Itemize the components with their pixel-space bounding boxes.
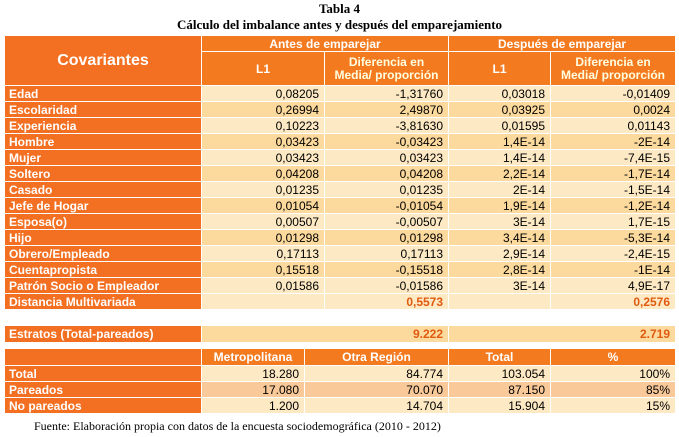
dif-despues-cell: -2,4E-15: [551, 246, 676, 262]
dif-despues-header: Diferencia en Media/ proporción: [551, 52, 676, 86]
dif-despues-cell: 4,9E-17: [551, 278, 676, 294]
estratos-label: Estratos (Total-pareados): [5, 326, 202, 343]
antes-header: Antes de emparejar: [202, 36, 449, 52]
summary-table: [4, 348, 675, 414]
l1-despues-cell: 0,03018: [449, 86, 551, 102]
dif-antes-header: Diferencia en Media/ proporción: [325, 52, 449, 86]
table-row: [5, 134, 676, 150]
table-row: [5, 278, 676, 294]
row-label: No pareados: [5, 398, 202, 414]
l1-despues-cell: 3,4E-14: [449, 230, 551, 246]
summary-cell: 100%: [551, 366, 676, 382]
dif-antes-cell: -0,15518: [325, 262, 449, 278]
dif-antes-cell: 0,04208: [325, 166, 449, 182]
distancia-row: [5, 294, 676, 310]
dif-antes-cell: -3,81630: [325, 118, 449, 134]
table-title: Cálculo del imbalance antes y después del emparejamiento: [176, 17, 503, 32]
l1-despues-cell: 1,4E-14: [449, 150, 551, 166]
summary-cell: 85%: [551, 382, 676, 398]
dif-antes-cell: 0,03423: [325, 150, 449, 166]
summary-cell: 15%: [551, 398, 676, 414]
dif-despues-cell: -5,3E-14: [551, 230, 676, 246]
dif-despues-cell: -2E-14: [551, 134, 676, 150]
summary-row: [5, 366, 676, 382]
l1-antes-cell: 0,00507: [202, 214, 325, 230]
l1-antes-cell: 0,04208: [202, 166, 325, 182]
dif-despues-cell: -1,7E-14: [551, 166, 676, 182]
table-row: [5, 246, 676, 262]
table-row: [5, 102, 676, 118]
row-label: Jefe de Hogar: [5, 198, 202, 214]
table-row: [5, 230, 676, 246]
main-table: [4, 35, 675, 310]
summary-cell: 1.200: [202, 398, 305, 414]
table-row: [5, 182, 676, 198]
l1-antes-cell: 0,01298: [202, 230, 325, 246]
dif-despues-cell: -1,5E-14: [551, 182, 676, 198]
row-label: Distancia Multivariada: [5, 294, 202, 310]
l1-antes-cell: 0,01586: [202, 278, 325, 294]
row-label: Pareados: [5, 382, 202, 398]
table-row: [5, 166, 676, 182]
row-label: Casado: [5, 182, 202, 198]
l1-antes-header: L1: [202, 52, 325, 86]
summary-cell: 87.150: [449, 382, 551, 398]
row-label: Mujer: [5, 150, 202, 166]
summary-cell: 15.904: [449, 398, 551, 414]
l1-antes-cell: 0,03423: [202, 134, 325, 150]
dif-antes-cell: 0,17113: [325, 246, 449, 262]
header-total: Total: [449, 349, 551, 366]
table-row: [5, 262, 676, 278]
l1-antes-cell: 0,01235: [202, 182, 325, 198]
row-label: Edad: [5, 86, 202, 102]
summary-cell: 14.704: [305, 398, 449, 414]
summary-cell: 84.774: [305, 366, 449, 382]
table-row: [5, 86, 676, 102]
row-label: Experiencia: [5, 118, 202, 134]
summary-row: [5, 382, 676, 398]
estratos-table: [4, 325, 675, 343]
dif-despues-cell: -7,4E-15: [551, 150, 676, 166]
covariantes-header: Covariantes: [5, 36, 202, 86]
l1-antes-cell: 0,15518: [202, 262, 325, 278]
despues-header: Después de emparejar: [449, 36, 676, 52]
summary-cell: 103.054: [449, 366, 551, 382]
summary-cell: 18.280: [202, 366, 305, 382]
dif-despues-cell: -1E-14: [551, 262, 676, 278]
dif-antes-cell: 0,01235: [325, 182, 449, 198]
row-label: Total: [5, 366, 202, 382]
l1-antes-cell: 0,10223: [202, 118, 325, 134]
dif-despues-cell: -1,2E-14: [551, 198, 676, 214]
dif-antes-cell: -0,00507: [325, 214, 449, 230]
row-label: Esposa(o): [5, 214, 202, 230]
dif-despues-cell: 0,0024: [551, 102, 676, 118]
dif-antes-cell: -1,31760: [325, 86, 449, 102]
table-row: [5, 150, 676, 166]
l1-despues-cell: 3E-14: [449, 214, 551, 230]
l1-despues-cell: 2,2E-14: [449, 166, 551, 182]
l1-antes-cell: 0,01054: [202, 198, 325, 214]
row-label: Escolaridad: [5, 102, 202, 118]
distancia-despues: 0,2576: [551, 294, 676, 310]
header-metropolitana: Metropolitana: [202, 349, 305, 366]
table-row: [5, 118, 676, 134]
l1-antes-cell: 0,26994: [202, 102, 325, 118]
dif-despues-cell: -0,01409: [551, 86, 676, 102]
summary-row: [5, 398, 676, 414]
row-label: Hombre: [5, 134, 202, 150]
l1-despues-cell: 1,4E-14: [449, 134, 551, 150]
l1-despues-cell: 2,8E-14: [449, 262, 551, 278]
l1-despues-cell: 2E-14: [449, 182, 551, 198]
dif-antes-cell: -0,01586: [325, 278, 449, 294]
summary-cell: 70.070: [305, 382, 449, 398]
header-percent: %: [551, 349, 676, 366]
l1-despues-cell: 2,9E-14: [449, 246, 551, 262]
l1-despues-cell: 3E-14: [449, 278, 551, 294]
table-row: [5, 214, 676, 230]
row-label: Cuentapropista: [5, 262, 202, 278]
row-label: Obrero/Empleado: [5, 246, 202, 262]
row-label: Hijo: [5, 230, 202, 246]
dif-antes-cell: -0,01054: [325, 198, 449, 214]
l1-antes-cell: 0,17113: [202, 246, 325, 262]
row-label: Soltero: [5, 166, 202, 182]
dif-antes-cell: -0,03423: [325, 134, 449, 150]
estratos-despues: 2.719: [449, 326, 676, 343]
estratos-antes: 9.222: [202, 326, 449, 343]
dif-antes-cell: 2,49870: [325, 102, 449, 118]
table-row: [5, 198, 676, 214]
l1-despues-cell: 0,01595: [449, 118, 551, 134]
table-number: Tabla 4: [318, 1, 361, 16]
source-note: Fuente: Elaboración propia con datos de la encuesta sociodemográfica (2010 - 2012): [34, 419, 441, 433]
dif-despues-cell: 0,01143: [551, 118, 676, 134]
row-label: Patrón Socio o Empleador: [5, 278, 202, 294]
l1-despues-cell: 1,9E-14: [449, 198, 551, 214]
dif-despues-cell: 1,7E-15: [551, 214, 676, 230]
summary-cell: 17.080: [202, 382, 305, 398]
distancia-antes: 0,5573: [325, 294, 449, 310]
l1-antes-cell: 0,03423: [202, 150, 325, 166]
dif-antes-cell: 0,01298: [325, 230, 449, 246]
l1-despues-cell: 0,03925: [449, 102, 551, 118]
l1-despues-header: L1: [449, 52, 551, 86]
header-otra-region: Otra Región: [305, 349, 449, 366]
l1-antes-cell: 0,08205: [202, 86, 325, 102]
